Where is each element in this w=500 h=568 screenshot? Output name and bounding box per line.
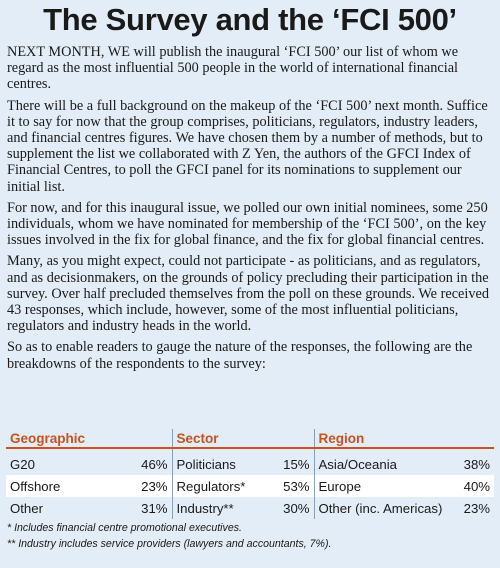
sector-label: Industry**	[172, 497, 261, 519]
footnote-2: ** Industry includes service providers (lawyers and accountants, 7%).	[7, 537, 332, 550]
respondent-breakdown-table	[6, 429, 494, 519]
header-geographic: Geographic	[6, 429, 172, 448]
region-label: Europe	[314, 475, 444, 497]
region-label: Other (inc. Americas)	[314, 497, 444, 519]
paragraph-5: So as to enable readers to gauge the nature of the responses, the following are the breakdowns of the respondents to the survey:	[7, 339, 473, 372]
table-header-row	[6, 429, 494, 448]
geo-percent: 46%	[141, 456, 168, 472]
region-percent: 40%	[444, 475, 494, 497]
footnotes	[7, 521, 493, 552]
header-region: Region	[314, 429, 494, 448]
geo-percent: 31%	[141, 500, 168, 516]
table-row	[6, 497, 494, 519]
paragraph-2: There will be a full background on the makeup of the ‘FCI 500’ next month. Suffice it to say for now that the group comprises, politicians, regulators, industry leaders, and financial centres figures. We have chosen them by a number of methods, but to supplement the list we collaborated with Z Yen, the authors of the GFCI Index of Financial Centres, to poll the GFCI panel for its nominations to supplement our initial list.	[7, 97, 488, 195]
paragraph-4: Many, as you might expect, could not participate - as politicians, and as regulators, and as decisionmakers, on the grounds of policy precluding their participation in the survey. Over half precluded themselves from the poll on these grounds. We received 43 responses, which include, however, some of the most influential politicians, regulators and industry heads in the world.	[7, 253, 490, 335]
article-title: The Survey and the ‘FCI 500’	[43, 2, 457, 37]
table-row	[6, 475, 494, 497]
geo-label: Offshore	[6, 475, 88, 497]
sector-percent: 15%	[283, 456, 310, 472]
geo-percent: 23%	[88, 475, 172, 497]
paragraph-1: NEXT MONTH, WE will publish the inaugural ‘FCI 500’ our list of whom we regard as the most influential 500 people in the world of international financial centres.	[7, 44, 459, 93]
sector-label: Regulators*	[172, 475, 261, 497]
region-label: Asia/Oceania	[314, 448, 444, 475]
article-body	[7, 44, 493, 377]
footnote-1: * Includes financial centre promotional executives.	[7, 522, 242, 534]
region-percent: 38%	[463, 456, 491, 472]
sector-percent: 53%	[261, 475, 314, 497]
sector-percent: 30%	[283, 500, 310, 516]
sector-label: Politicians	[172, 448, 261, 475]
header-sector: Sector	[172, 429, 314, 448]
geo-label: G20	[10, 456, 35, 472]
geo-label: Other	[10, 500, 43, 516]
paragraph-3: For now, and for this inaugural issue, we polled our own initial nominees, some 250 individuals, whom we have nominated for membership of the ‘FCI 500’, on the key issues involved in the fix for global finance, and the fix for global financial centres.	[7, 199, 488, 249]
region-percent: 23%	[463, 500, 491, 516]
table-row	[6, 448, 494, 475]
